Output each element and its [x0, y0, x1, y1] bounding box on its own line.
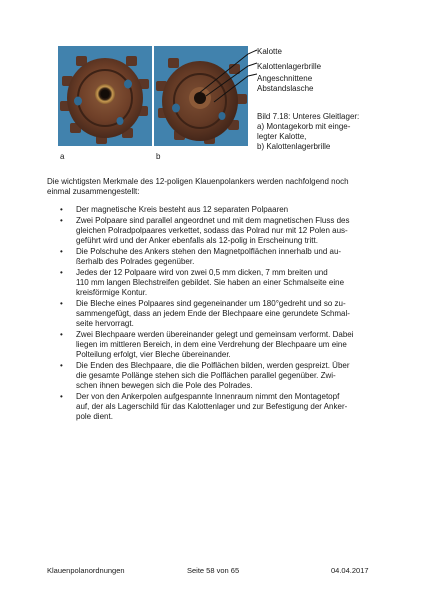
list-item-line: auf, der als Lagerschild für das Kalottenlager und zur Befestigung der Anker-: [76, 402, 348, 411]
list-item: [60, 361, 380, 391]
list-item-line: ßerhalb des Polrades gegenüber.: [76, 257, 195, 266]
callout-abstandslasche: Abstandslasche: [257, 84, 314, 93]
photo-kalottenlagerbrille: [154, 46, 248, 146]
feature-list: [60, 205, 380, 423]
caption-line: a) Montagekorb mit einge-: [257, 122, 351, 131]
list-item: [60, 247, 380, 267]
list-item-line: pole dient.: [76, 412, 113, 421]
list-item: [60, 205, 380, 215]
list-item-line: seite hervorragt.: [76, 319, 134, 328]
lead-line: einmal zusammengestellt:: [47, 187, 140, 196]
callout-kalottenlagerbrille: Kalottenlagerbrille: [257, 62, 322, 71]
bullet-icon: •: [60, 361, 63, 370]
list-item-line: Zwei Polpaare sind parallel angeordnet und mit dem magnetischen Fluss des: [76, 216, 350, 225]
callout-angeschnittene: Angeschnittene: [257, 74, 313, 83]
list-item-line: Zwei Blechpaare werden übereinander gelegt und gemeinsam verformt. Dabei: [76, 330, 354, 339]
caption-line: b) Kalottenlagerbrille: [257, 142, 331, 151]
list-item-line: schen ihnen bewegen sich die Pole des Polrades.: [76, 381, 253, 390]
bullet-icon: •: [60, 216, 63, 225]
list-item-line: Polteilung erfolgt, vier Bleche übereinander.: [76, 350, 231, 359]
list-item: [60, 216, 380, 246]
list-item-line: kreisförmige Kontur.: [76, 288, 148, 297]
caption-line: Bild 7.18: Unteres Gleitlager:: [257, 112, 360, 121]
list-item: [60, 392, 380, 422]
footer-date: 04.04.2017: [331, 566, 369, 575]
footer-chapter-title: Klauenpolanordnungen: [47, 566, 125, 575]
bullet-icon: •: [60, 330, 63, 339]
list-item-line: die gesamte Pollänge stehen sich die Polflächen parallel gegenüber. Zwi-: [76, 371, 336, 380]
callout-kalotte: Kalotte: [257, 47, 282, 56]
list-item-line: Die Bleche eines Polpaares sind gegeneinander um 180°gedreht und so zu-: [76, 299, 346, 308]
list-item: [60, 299, 380, 329]
photo-montagekorb: [58, 46, 152, 146]
list-item-line: liegen im mittleren Bereich, in dem eine Verdrehung der Blechpaare um eine: [76, 340, 347, 349]
list-item-line: geführt wird und der Anker ebenfalls als 12-polig in Erscheinung tritt.: [76, 236, 318, 245]
bullet-icon: •: [60, 247, 63, 256]
bullet-icon: •: [60, 268, 63, 277]
figure-label-b: b: [156, 152, 161, 161]
list-item-line: Die Enden des Blechpaare, die die Polflächen bilden, werden gespreizt. Über: [76, 361, 350, 370]
caption-line: legter Kalotte,: [257, 132, 307, 141]
list-item: [60, 330, 380, 360]
bullet-icon: •: [60, 299, 63, 308]
list-item-line: Der von den Ankerpolen aufgespannte Innenraum nimmt den Montagetopf: [76, 392, 340, 401]
list-item-line: sammengefügt, dass an jedem Ende der Blechpaare eine gerundete Schmal-: [76, 309, 350, 318]
bullet-icon: •: [60, 205, 63, 214]
list-item-line: 110 mm langen Blechstreifen gebildet. Sie haben an einer Schmalseite eine: [76, 278, 345, 287]
list-item-line: Der magnetische Kreis besteht aus 12 separaten Polpaaren: [76, 205, 289, 214]
lead-paragraph: [47, 177, 377, 197]
list-item-line: gleichen Polradpolpaares verkettet, sodass das Polrad nur mit 12 Polen aus-: [76, 226, 348, 235]
list-item: [60, 268, 380, 298]
footer-page-number: Seite 58 von 65: [187, 566, 240, 575]
bullet-icon: •: [60, 392, 63, 401]
figure-label-a: a: [60, 152, 65, 161]
lead-line: Die wichtigsten Merkmale des 12-poligen Klauenpolankers werden nachfolgend noch: [47, 177, 349, 186]
list-item-line: Jedes der 12 Polpaare wird von zwei 0,5 mm dicken, 7 mm breiten und: [76, 268, 328, 277]
figure-caption: [257, 112, 359, 152]
list-item-line: Die Polschuhe des Ankers stehen den Magnetpolflächen innerhalb und au-: [76, 247, 342, 256]
